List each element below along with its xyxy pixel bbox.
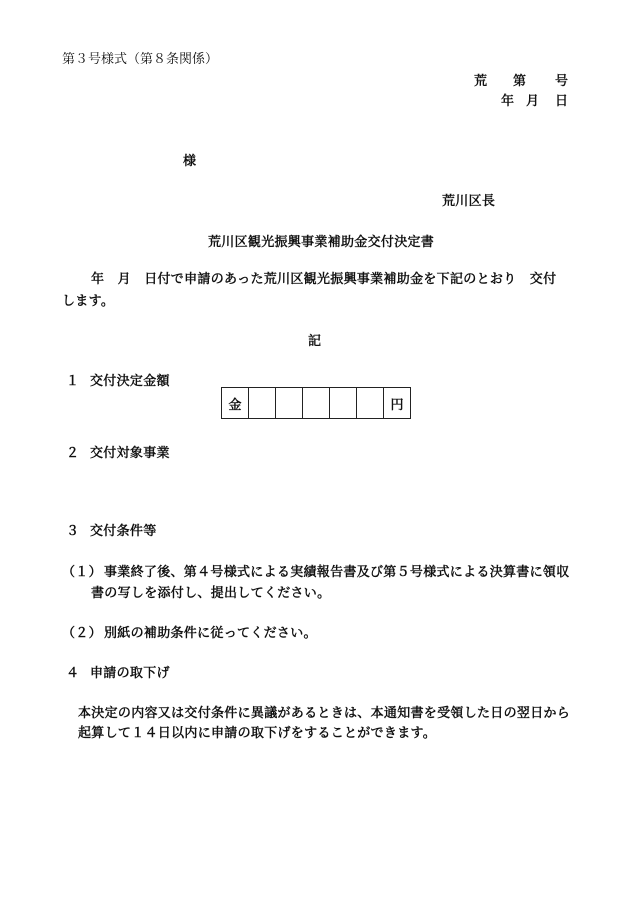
condition-1-line-1: 事業終了後、第４号様式による実績報告書及び第５号様式による決算書に領収 xyxy=(104,565,570,580)
intro-line-2: します。 xyxy=(62,294,115,309)
section-1-number: １ xyxy=(66,374,80,389)
condition-1-line-2: 書の写しを添付し、提出してください。 xyxy=(91,586,331,601)
addressee-suffix: 様 xyxy=(183,154,197,169)
intro-line-1: 年 月 日付で申請のあった荒川区観光振興事業補助金を下記のとおり 交付 xyxy=(91,272,557,287)
issuer: 荒川区長 xyxy=(442,194,496,209)
amount-suffix-cell: 円 xyxy=(384,388,411,419)
condition-2-text: 別紙の補助条件に従ってください。 xyxy=(104,626,317,641)
section-4-heading: 申請の取下げ xyxy=(90,666,170,681)
doc-number-suffix: 号 xyxy=(555,74,569,89)
withdrawal-line-1: 本決定の内容又は交付条件に異議があるときは、本通知書を受領した日の翌日から xyxy=(78,706,571,721)
date-year: 年 xyxy=(501,94,515,109)
date-month: 月 xyxy=(526,94,540,109)
amount-digit-cell xyxy=(330,388,357,419)
section-3-heading: 交付条件等 xyxy=(90,524,157,539)
document-title: 荒川区観光振興事業補助金交付決定書 xyxy=(208,235,435,250)
doc-number-prefix: 荒 xyxy=(474,74,488,89)
amount-prefix-cell: 金 xyxy=(222,388,249,419)
amount-digit-cell xyxy=(276,388,303,419)
condition-2-number: （２） xyxy=(62,626,102,641)
amount-digit-cell xyxy=(249,388,276,419)
section-4-number: ４ xyxy=(66,666,80,681)
condition-1-number: （１） xyxy=(62,565,102,580)
amount-table xyxy=(221,387,411,419)
withdrawal-line-2: 起算して１４日以内に申請の取下げをすることができます。 xyxy=(78,726,437,741)
section-2-heading: 交付対象事業 xyxy=(90,446,170,461)
date-day: 日 xyxy=(555,94,569,109)
amount-digit-cell xyxy=(357,388,384,419)
section-2-number: ２ xyxy=(66,446,80,461)
form-label: 第３号様式（第８条関係） xyxy=(62,52,219,67)
ki-mark: 記 xyxy=(308,334,322,349)
doc-number-middle: 第 xyxy=(513,74,527,89)
amount-digit-cell xyxy=(303,388,330,419)
section-1-heading: 交付決定金額 xyxy=(90,374,170,389)
section-3-number: ３ xyxy=(66,524,80,539)
